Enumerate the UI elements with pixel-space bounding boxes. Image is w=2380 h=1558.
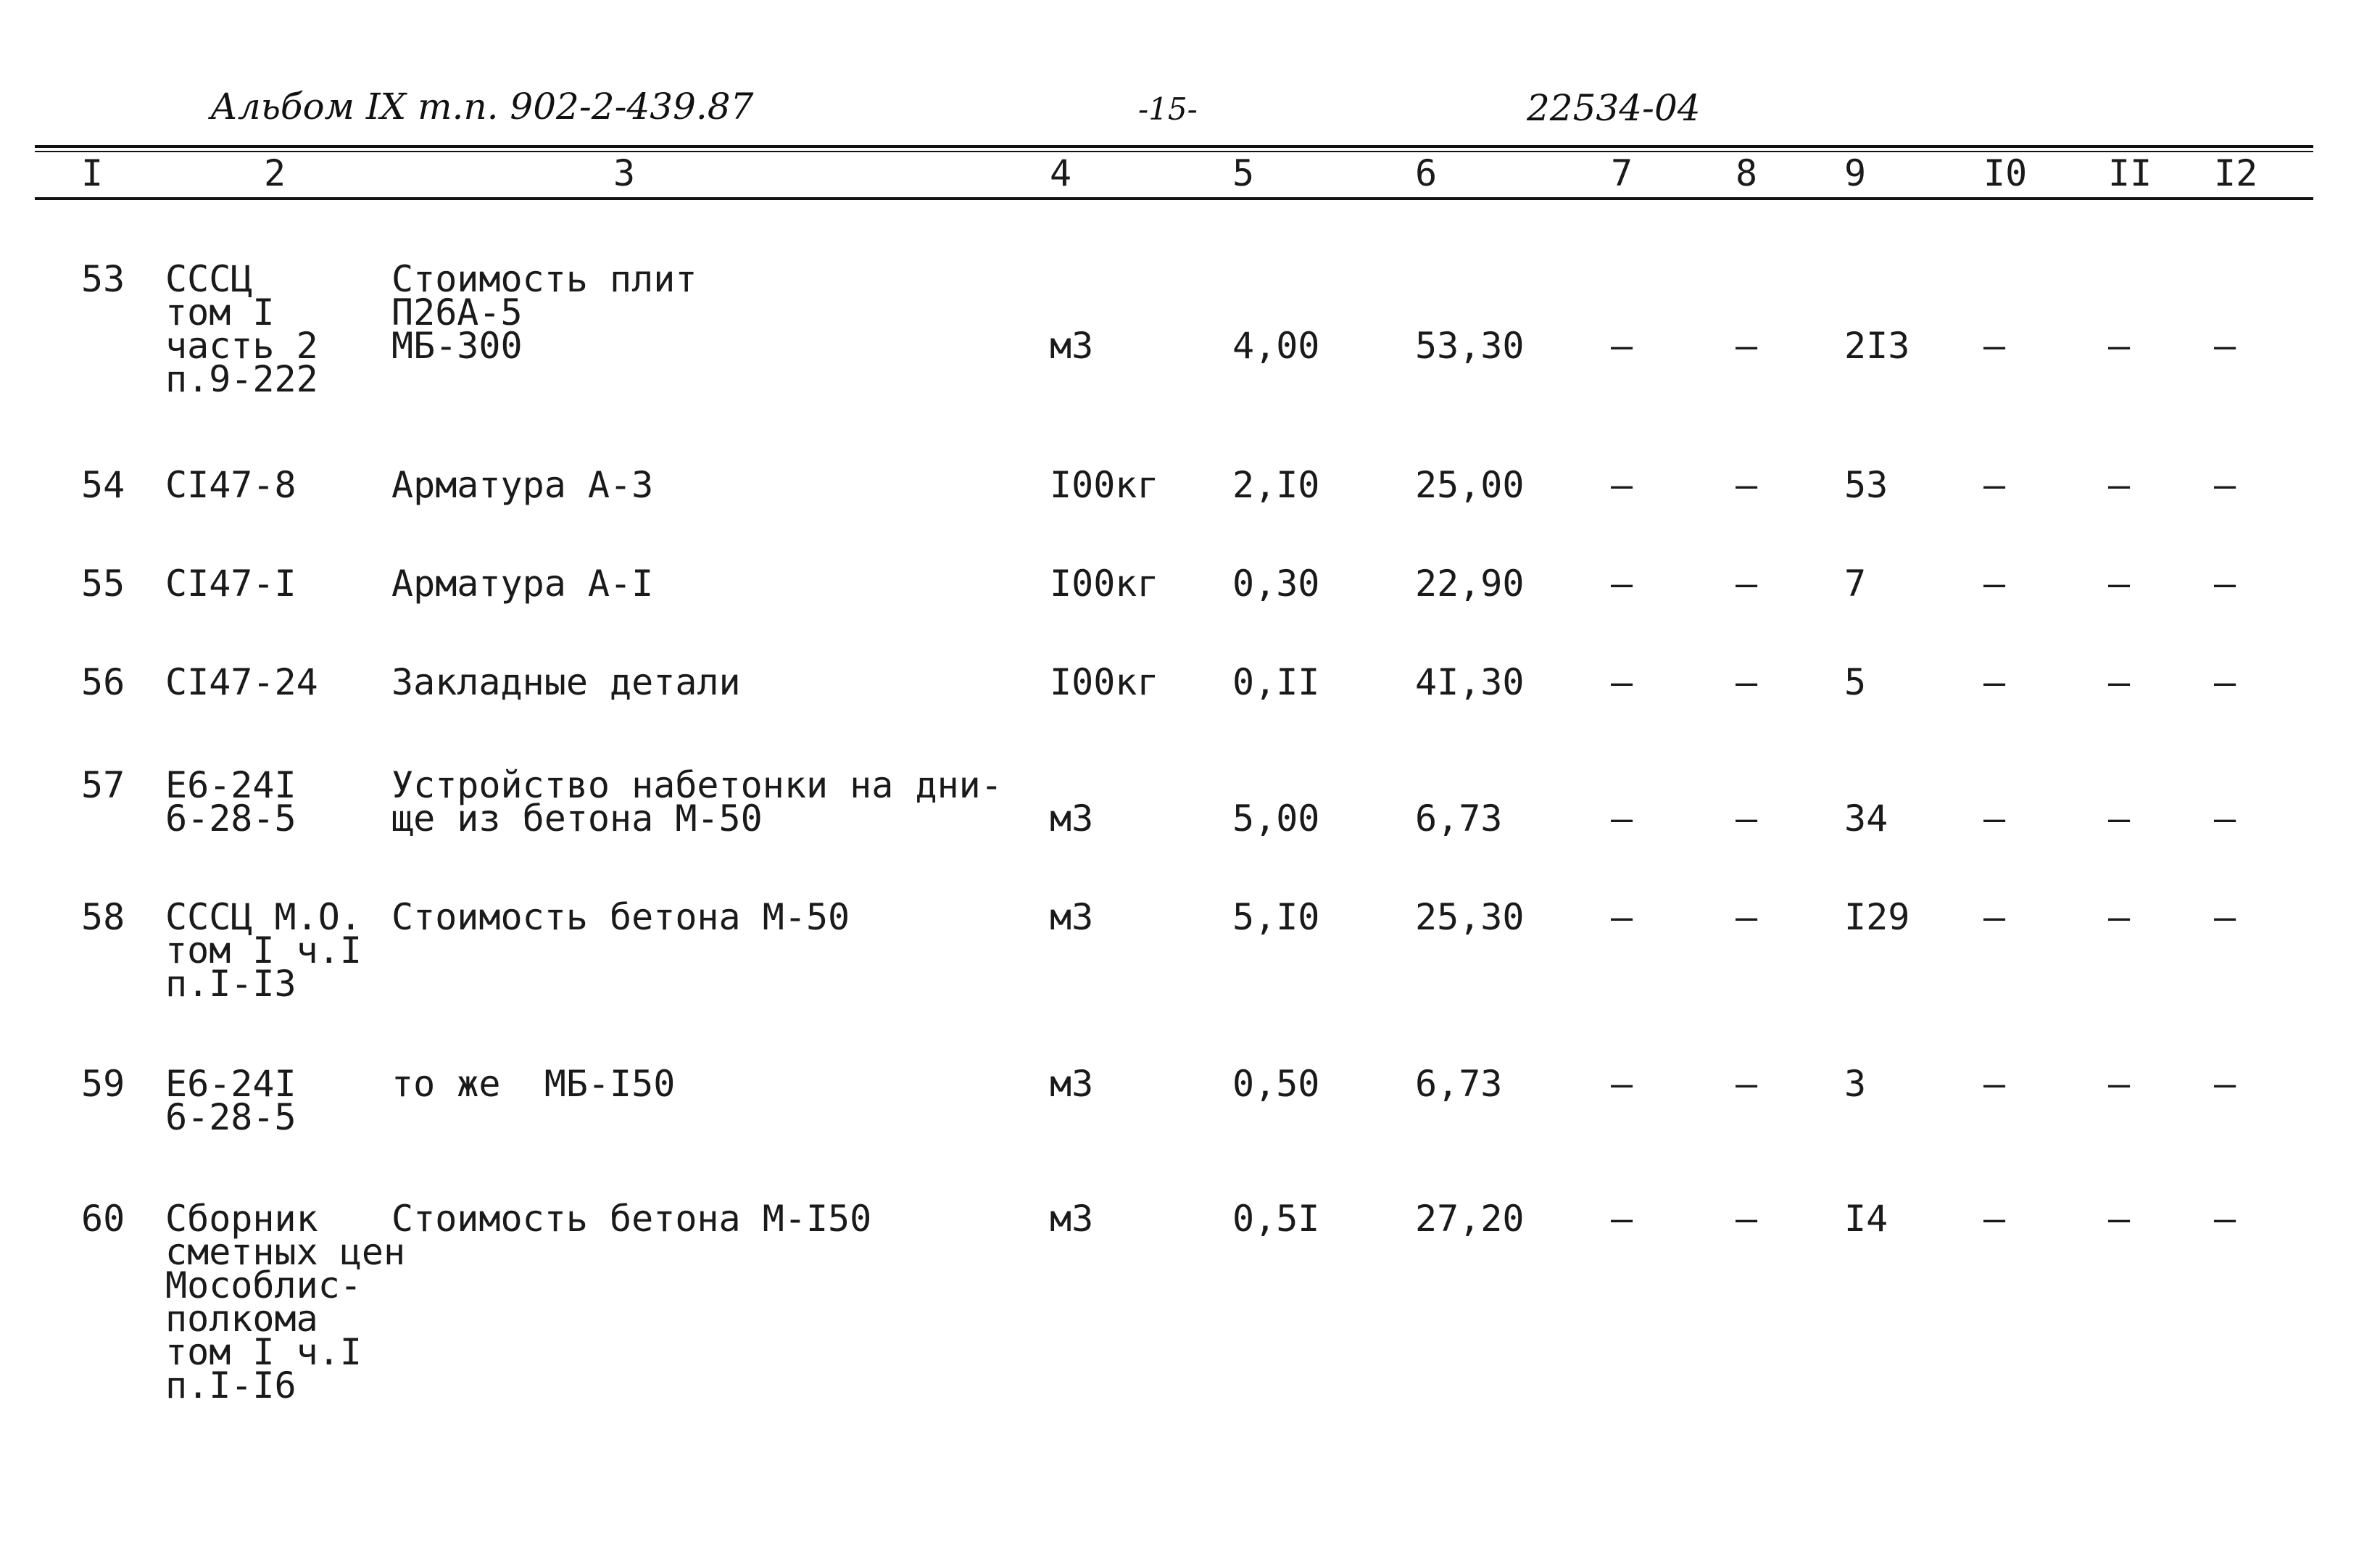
row-number: 58 bbox=[81, 896, 125, 938]
column-number: I0 bbox=[1983, 152, 2028, 194]
page-number: -15- bbox=[1138, 91, 1198, 127]
album-reference: Альбом IХ т.п. 902-2-439.87 bbox=[210, 86, 754, 128]
row-number: 57 bbox=[81, 764, 125, 806]
col10-value: – bbox=[1983, 325, 2006, 367]
col11-value: – bbox=[2108, 661, 2131, 703]
unit: м3 bbox=[1050, 896, 1094, 938]
unit: I00кг bbox=[1050, 464, 1159, 506]
unit: м3 bbox=[1050, 325, 1094, 367]
total-cost: 34 bbox=[1844, 797, 1888, 840]
col7-value: – bbox=[1611, 797, 1633, 840]
row-number: 56 bbox=[81, 661, 125, 703]
col7-value: – bbox=[1611, 563, 1633, 605]
unit-price: 25,30 bbox=[1415, 896, 1525, 938]
quantity: 0,30 bbox=[1232, 563, 1320, 605]
work-name: Стоимость плит П26А-5 МБ-300 bbox=[391, 258, 697, 367]
col12-value: – bbox=[2214, 797, 2236, 840]
quantity: 5,00 bbox=[1232, 797, 1320, 840]
column-number: 4 bbox=[1050, 152, 1072, 194]
col7-value: – bbox=[1611, 896, 1633, 938]
rate-code: СI47-I bbox=[165, 563, 297, 605]
col7-value: – bbox=[1611, 464, 1633, 506]
unit-price: 25,00 bbox=[1415, 464, 1525, 506]
col11-value: – bbox=[2108, 1063, 2131, 1105]
col10-value: – bbox=[1983, 464, 2006, 506]
work-name: Арматура А-I bbox=[391, 563, 654, 605]
row-number: 55 bbox=[81, 563, 125, 605]
total-cost: 7 bbox=[1844, 563, 1867, 605]
unit-price: 27,20 bbox=[1415, 1198, 1525, 1240]
col12-value: – bbox=[2214, 464, 2236, 506]
unit-price: 53,30 bbox=[1415, 325, 1525, 367]
column-number: 2 bbox=[264, 152, 286, 194]
rate-code: СССЦ М.О. том I ч.I п.I-I3 bbox=[165, 896, 362, 1005]
col8-value: – bbox=[1736, 464, 1758, 506]
column-number: I2 bbox=[2214, 152, 2258, 194]
quantity: 0,5I bbox=[1232, 1198, 1320, 1240]
col12-value: – bbox=[2214, 1198, 2236, 1240]
col10-value: – bbox=[1983, 896, 2006, 938]
col12-value: – bbox=[2214, 325, 2236, 367]
rate-code: СССЦ том I часть 2 п.9-222 bbox=[165, 258, 318, 400]
quantity: 0,II bbox=[1232, 661, 1320, 703]
total-cost: 5 bbox=[1844, 661, 1867, 703]
rate-code: Е6-24I 6-28-5 bbox=[165, 764, 297, 840]
unit-price: 4I,30 bbox=[1415, 661, 1525, 703]
col8-value: – bbox=[1736, 797, 1758, 840]
unit-price: 6,73 bbox=[1415, 1063, 1503, 1105]
col11-value: – bbox=[2108, 563, 2131, 605]
col8-value: – bbox=[1736, 1198, 1758, 1240]
unit: м3 bbox=[1050, 1063, 1094, 1105]
rate-code: Е6-24I 6-28-5 bbox=[165, 1063, 297, 1138]
col8-value: – bbox=[1736, 896, 1758, 938]
quantity: 2,I0 bbox=[1232, 464, 1320, 506]
document-code: 22534-04 bbox=[1527, 87, 1701, 129]
unit-price: 22,90 bbox=[1415, 563, 1525, 605]
column-number: 6 bbox=[1415, 152, 1438, 194]
column-number: 3 bbox=[613, 152, 636, 194]
col12-value: – bbox=[2214, 563, 2236, 605]
col7-value: – bbox=[1611, 325, 1633, 367]
col12-value: – bbox=[2214, 896, 2236, 938]
unit: м3 bbox=[1050, 797, 1094, 840]
work-name: то же МБ-I50 bbox=[391, 1063, 676, 1105]
col11-value: – bbox=[2108, 896, 2131, 938]
unit: I00кг bbox=[1050, 661, 1159, 703]
column-number: I bbox=[81, 152, 104, 194]
work-name: Закладные детали bbox=[391, 661, 741, 703]
col7-value: – bbox=[1611, 1063, 1633, 1105]
quantity: 4,00 bbox=[1232, 325, 1320, 367]
header-top-rule-thin bbox=[35, 151, 2313, 152]
unit: м3 bbox=[1050, 1198, 1094, 1240]
quantity: 5,I0 bbox=[1232, 896, 1320, 938]
col12-value: – bbox=[2214, 1063, 2236, 1105]
col7-value: – bbox=[1611, 661, 1633, 703]
unit-price: 6,73 bbox=[1415, 797, 1503, 840]
col12-value: – bbox=[2214, 661, 2236, 703]
quantity: 0,50 bbox=[1232, 1063, 1320, 1105]
col8-value: – bbox=[1736, 661, 1758, 703]
column-number: 9 bbox=[1844, 152, 1867, 194]
col11-value: – bbox=[2108, 797, 2131, 840]
column-number: 5 bbox=[1232, 152, 1255, 194]
work-name: Стоимость бетона М-50 bbox=[391, 896, 850, 938]
col11-value: – bbox=[2108, 325, 2131, 367]
column-number: II bbox=[2108, 152, 2152, 194]
col11-value: – bbox=[2108, 1198, 2131, 1240]
col7-value: – bbox=[1611, 1198, 1633, 1240]
col10-value: – bbox=[1983, 797, 2006, 840]
col10-value: – bbox=[1983, 563, 2006, 605]
col8-value: – bbox=[1736, 563, 1758, 605]
total-cost: I4 bbox=[1844, 1198, 1888, 1240]
rate-code: СI47-24 bbox=[165, 661, 318, 703]
col8-value: – bbox=[1736, 325, 1758, 367]
row-number: 53 bbox=[81, 258, 125, 300]
col10-value: – bbox=[1983, 1198, 2006, 1240]
row-number: 54 bbox=[81, 464, 125, 506]
unit: I00кг bbox=[1050, 563, 1159, 605]
row-number: 59 bbox=[81, 1063, 125, 1105]
col8-value: – bbox=[1736, 1063, 1758, 1105]
total-cost: 2I3 bbox=[1844, 325, 1910, 367]
col11-value: – bbox=[2108, 464, 2131, 506]
total-cost: 53 bbox=[1844, 464, 1888, 506]
rate-code: СI47-8 bbox=[165, 464, 297, 506]
col10-value: – bbox=[1983, 1063, 2006, 1105]
header-bottom-rule bbox=[35, 197, 2313, 200]
column-number: 7 bbox=[1611, 152, 1633, 194]
work-name: Стоимость бетона М-I50 bbox=[391, 1198, 872, 1240]
total-cost: I29 bbox=[1844, 896, 1910, 938]
total-cost: 3 bbox=[1844, 1063, 1867, 1105]
work-name: Устройство набетонки на дни- ще из бетона М-50 bbox=[391, 764, 1003, 840]
row-number: 60 bbox=[81, 1198, 125, 1240]
rate-code: Сборник сметных цен Мособлис- полкома том I ч.I п.I-I6 bbox=[165, 1198, 406, 1406]
work-name: Арматура А-3 bbox=[391, 464, 654, 506]
column-number: 8 bbox=[1736, 152, 1758, 194]
header-top-rule bbox=[35, 145, 2313, 148]
col10-value: – bbox=[1983, 661, 2006, 703]
